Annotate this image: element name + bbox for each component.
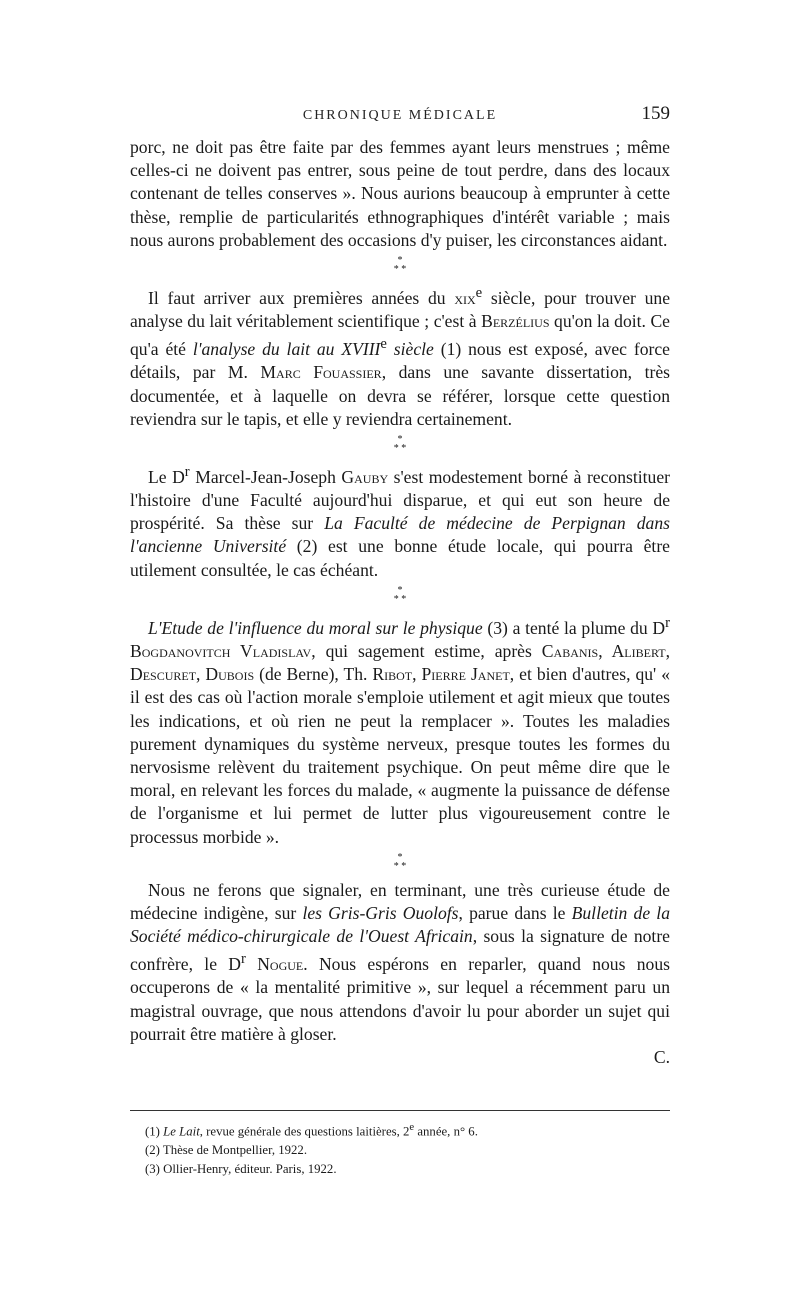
text: qu'on la doit. Ce qu'a été <box>130 311 670 360</box>
superscript: e <box>409 1122 415 1133</box>
text: . Nous espérons en reparler, quand nous nous occuperons de « la mentalité primitive », sur lequel a récemment paru un magistral ouvrage, que nous attendons d'avoir lu pour aborder un sujet qui pourrait être matière à gloser. <box>130 954 670 1044</box>
author-name: Bogdanovitch Vladislav <box>130 640 312 661</box>
text: Le D <box>148 466 185 487</box>
italic-title: Bulletin de la Société médico-chirurgicale de l'Ouest Africain <box>130 902 670 947</box>
paragraph-3 <box>130 461 670 582</box>
text: Marcel-Jean-Joseph <box>189 466 342 487</box>
running-title: CHRONIQUE MÉDICALE <box>302 108 498 123</box>
section-separator-1 <box>130 252 670 282</box>
text: siècle, pour trouver une analyse du lait véritablement scientifique ; c'est à <box>130 287 671 332</box>
text: (1) nous est exposé, avec force détails, par M. <box>130 339 670 383</box>
paragraph-1 <box>130 136 670 252</box>
page-number: 159 <box>641 103 670 124</box>
separator-star-top: * <box>397 851 403 863</box>
author-name: Cabanis, Alibert, Descuret, Dubois <box>130 640 670 685</box>
paragraph-1-text: porc, ne doit pas être faite par des femmes ayant leurs menstrues ; même celles-ci ne doivent pas entrer, sous peine de tout perdre, dans des locaux contenant de telles conserves ». Nous aurions beaucoup à emprunter à cette thèse, remplie de particularités ethnographiques d'intérêt variable ; mais nous aurons probablement des occasions d'y puiser, les circonstances aidant. <box>130 137 670 250</box>
text: Il faut arriver aux premières années du <box>148 287 455 308</box>
author-name: Nogue <box>257 954 304 975</box>
author-name: Ribot, Pierre Janet <box>372 664 510 685</box>
footnote-1 <box>145 1118 670 1141</box>
italic-title: siècle <box>386 339 434 360</box>
superscript: e <box>380 336 387 353</box>
author-name: Gauby <box>341 466 389 487</box>
text: , et bien d'autres, qu' « il est des cas où l'action morale s'emploie utilement et agit mieux que toutes les indications, et où rien ne peut la remplacer ». Toutes les maladies purement dynamiques du système nerveux, presque toutes les formes du nervosisme relèvent du traitement psychique. On peut même dire que le moral, en relevant les forces du malade, « augmente la puissance de défense de l'organisme et lui permet de lutter plus vigoureusement contre le processus morbide ». <box>130 664 670 847</box>
section-separator-4 <box>130 849 670 879</box>
paragraph-5 <box>130 879 670 1046</box>
footnote-3: (3) Ollier-Henry, éditeur. Paris, 1922. <box>145 1162 337 1177</box>
text: (3) a tenté la plume du D <box>482 617 666 638</box>
footnote-number: (1) <box>145 1124 164 1139</box>
superscript: r <box>665 614 671 631</box>
text: (2) est une bonne étude locale, qui pourra être utilement consultée, le cas échéant. <box>130 536 670 580</box>
italic-title: L'Etude de l'influence du moral sur le physique <box>148 617 483 638</box>
text <box>246 954 257 974</box>
italic-title: l'analyse du lait au XVIII <box>192 339 381 360</box>
footnote-rule <box>130 1110 670 1111</box>
separator-stars-bottom: * * <box>393 860 407 872</box>
paragraph-2 <box>130 282 670 431</box>
footnote-text: , revue générale des questions laitières, 2 <box>199 1124 410 1139</box>
signature: C. <box>653 1047 670 1067</box>
century-numeral: xix <box>454 287 476 308</box>
running-head <box>130 103 670 132</box>
footnote-text: année, n° 6. <box>414 1124 478 1139</box>
section-separator-3 <box>130 582 670 612</box>
section-separator-2 <box>130 431 670 461</box>
italic-title: La Faculté de médecine de Perpignan dans l'ancienne Université <box>130 513 671 557</box>
footnotes <box>145 1118 670 1179</box>
separator-stars-bottom: * * <box>393 264 407 276</box>
author-name: Berzélius <box>481 311 550 332</box>
text: s'est modestement borné à reconstituer l'histoire d'une Faculté aujourd'hui disparue, et qui eut son heure de prospérité. Sa thèse sur <box>130 466 670 534</box>
separator-stars-bottom: * * <box>393 593 407 605</box>
separator-star-top: * <box>397 433 403 445</box>
page-body <box>130 136 670 1069</box>
text: , sous la signature de notre confrère, le D <box>130 926 670 975</box>
superscript: r <box>241 951 246 968</box>
paragraph-4 <box>130 612 670 849</box>
separator-star-top: * <box>397 255 403 267</box>
separator-stars-bottom: * * <box>393 442 407 454</box>
text: Nous ne ferons que signaler, en terminant, une très curieuse étude de médecine indigène, sur <box>130 879 670 923</box>
footnote-2: (2) Thèse de Montpellier, 1922. <box>145 1143 308 1158</box>
italic-title: les Gris-Gris Ouolofs <box>302 902 459 923</box>
superscript: r <box>184 463 190 480</box>
superscript: e <box>475 285 483 302</box>
author-name: Marc Fouassier <box>260 362 382 383</box>
separator-star-top: * <box>397 584 403 596</box>
footnote-italic: Le Lait <box>163 1124 200 1139</box>
text: , parue dans le <box>458 902 572 923</box>
text: , qui sagement estime, après <box>311 640 542 661</box>
text: (de Berne), Th. <box>254 664 373 685</box>
text: , dans une savante dissertation, très documentée, et à laquelle on devra se référer, lorsque cette question reviendra sur le tapis, et elle y reviendra certainement. <box>130 362 670 429</box>
